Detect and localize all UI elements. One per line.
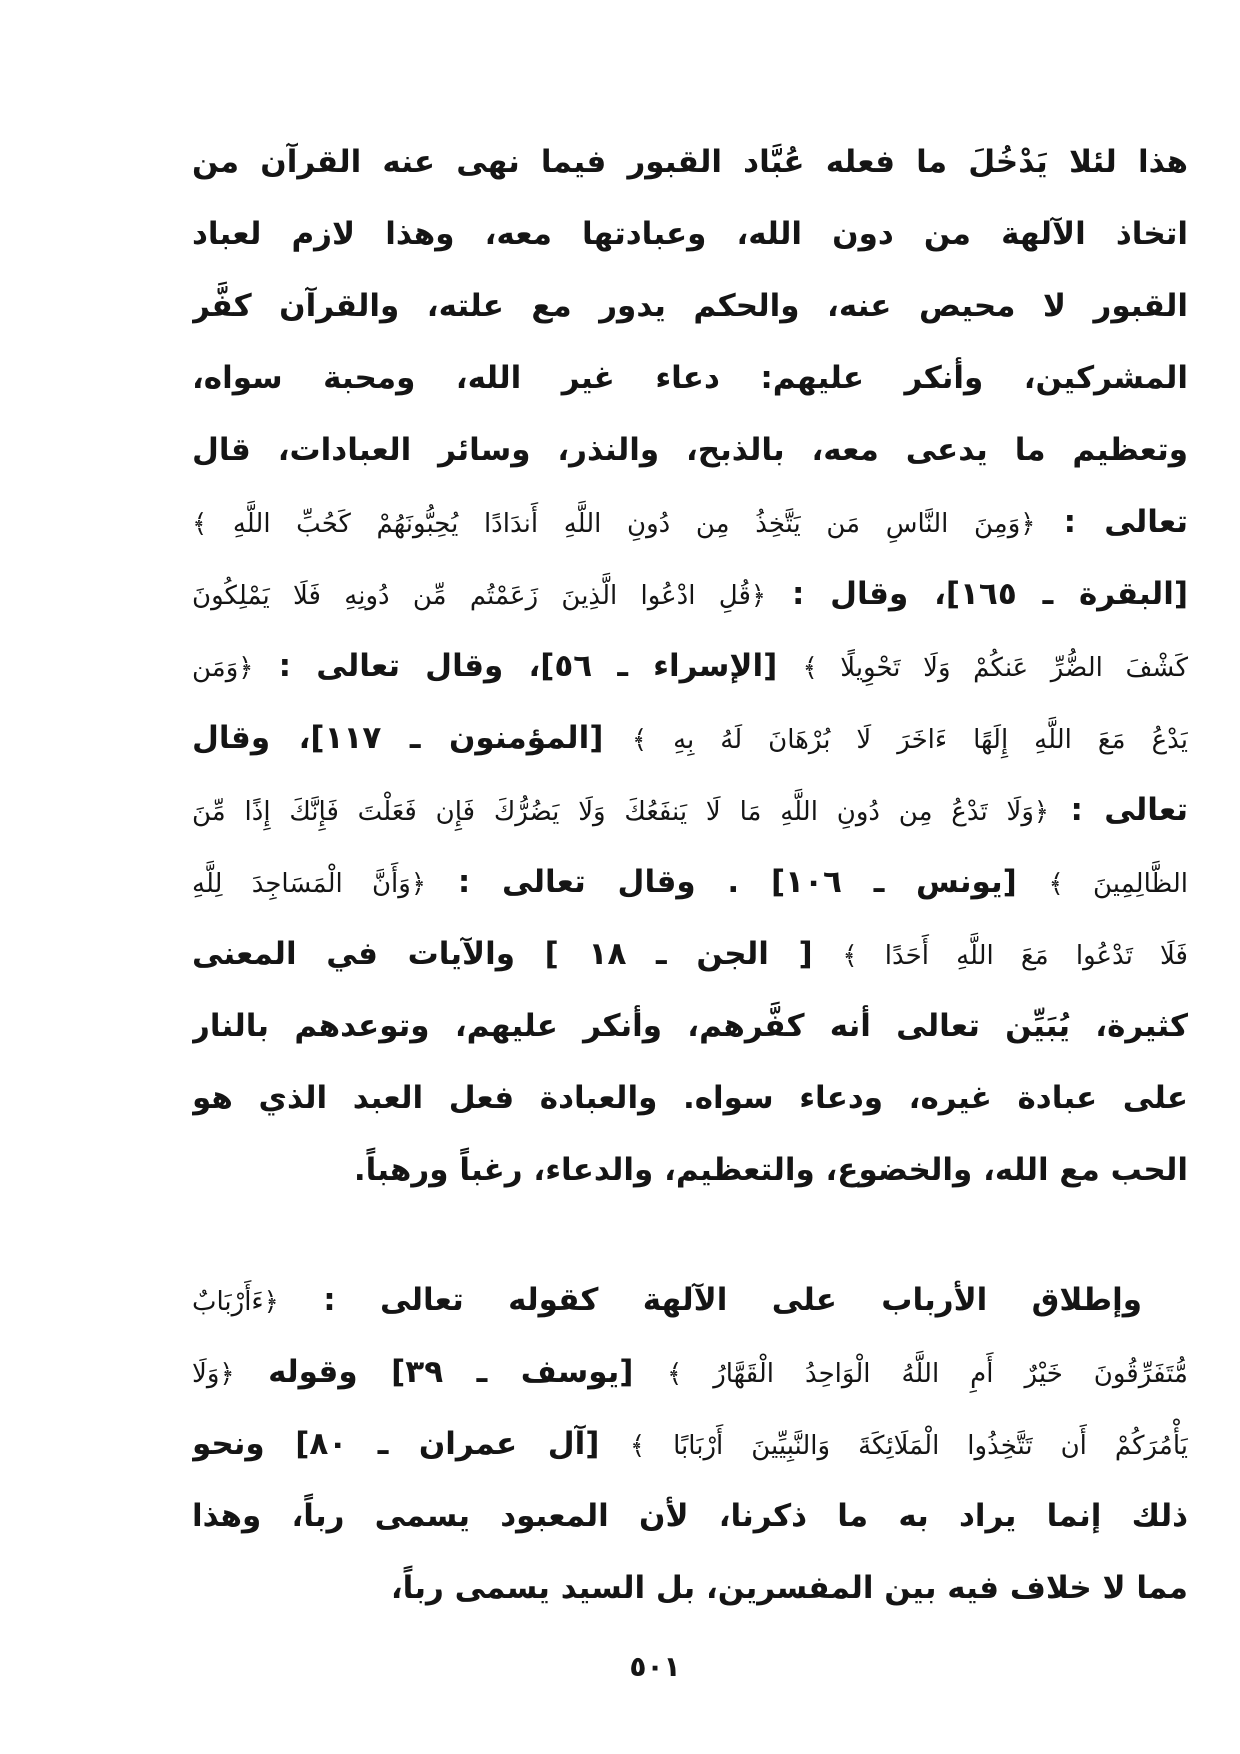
body-text: [يونس ـ ١٠٦] . وقال تعالى :	[426, 864, 1049, 900]
text-line	[192, 1062, 1188, 1134]
page-number: ٥٠١	[629, 1650, 681, 1683]
body-text: وتعظيم ما يدعى معه، بالذبح، والنذر، وسائر العبادات، قال	[192, 432, 1188, 468]
quran-quote: ﴿قُلِ ادْعُوا الَّذِينَ زَعَمْتُم مِّن دُونِهِ فَلَا يَمْلِكُونَ	[192, 581, 767, 611]
quran-quote: ﴿وَأَنَّ الْمَسَاجِدَ لِلَّهِ	[192, 869, 427, 899]
text-line	[192, 198, 1188, 270]
text-line	[192, 1552, 1188, 1624]
text-line	[192, 1408, 1188, 1480]
quran-quote: يَدْعُ مَعَ اللَّهِ إِلَهًا ءَاخَرَ لَا بُرْهَانَ لَهُ بِهِ ﴾	[631, 725, 1188, 755]
body-text: القبور لا محيص عنه، والحكم يدور مع علته، والقرآن كفَّر	[192, 288, 1188, 324]
quran-quote: يَأْمُرَكُمْ أَن تَتَّخِذُوا الْمَلَائِكَةَ وَالنَّبِيِّينَ أَرْبَابًا ﴾	[629, 1431, 1188, 1461]
quran-quote: الظَّالِمِينَ ﴾	[1048, 869, 1188, 899]
body-text: المشركين، وأنكر عليهم: دعاء غير الله، ومحبة سواه،	[192, 360, 1188, 396]
text-line	[192, 558, 1188, 630]
body-text: [يوسف ـ ٣٩] وقوله	[234, 1354, 667, 1390]
text-line	[192, 126, 1188, 198]
paragraph	[192, 126, 1188, 1206]
quran-quote: ﴿وَمَن	[192, 653, 254, 683]
quran-quote: ﴿وَلَا تَدْعُ مِن دُونِ اللَّهِ مَا لَا يَنفَعُكَ وَلَا يَضُرُّكَ فَإِن فَعَلْتَ فَإِنَّكَ إِذًا مِّنَ	[192, 797, 1050, 827]
text-line	[192, 918, 1188, 990]
body-text: [البقرة ـ ١٦٥]، وقال :	[766, 576, 1188, 612]
text-line	[192, 414, 1188, 486]
text-line	[192, 774, 1188, 846]
body-text: كثيرة، يُبَيِّن تعالى أنه كفَّرهم، وأنكر عليهم، وتوعدهم بالنار	[192, 1008, 1188, 1044]
text-line	[192, 990, 1188, 1062]
body-text: [آل عمران ـ ٨٠] ونحو	[192, 1426, 630, 1462]
quran-quote: ﴿وَلَا	[192, 1359, 235, 1389]
text-line	[192, 1134, 1188, 1206]
text-line	[192, 1336, 1188, 1408]
body-text: ذلك إنما يراد به ما ذكرنا، لأن المعبود يسمى رباً، وهذا	[192, 1498, 1188, 1534]
text-line	[192, 342, 1188, 414]
text-line	[192, 846, 1188, 918]
quran-quote: كَشْفَ الضُّرِّ عَنكُمْ وَلَا تَحْوِيلًا ﴾	[802, 653, 1188, 683]
page-body	[192, 126, 1188, 1624]
body-text: على عبادة غيره، ودعاء سواه. والعبادة فعل العبد الذي هو	[192, 1080, 1188, 1116]
body-text: اتخاذ الآلهة من دون الله، وعبادتها معه، وهذا لازم لعباد	[192, 216, 1188, 252]
text-line	[192, 1480, 1188, 1552]
body-text: [ الجن ـ ١٨ ] والآيات في المعنى	[192, 936, 843, 972]
body-text: الحب مع الله، والخضوع، والتعظيم، والدعاء، رغباً ورهباً.	[353, 1152, 1188, 1188]
body-text: هذا لئلا يَدْخُلَ ما فعله عُبَّاد القبور فيما نهى عنه القرآن من	[192, 144, 1188, 180]
paragraph	[192, 1264, 1188, 1624]
quran-quote: فَلَا تَدْعُوا مَعَ اللَّهِ أَحَدًا ﴾	[842, 941, 1188, 971]
body-text: [الإسراء ـ ٥٦]، وقال تعالى :	[253, 648, 803, 684]
quran-quote: ﴿ءَأَرْبَابٌ	[192, 1287, 279, 1317]
text-line	[192, 630, 1188, 702]
text-line	[192, 1264, 1188, 1336]
quran-quote: ﴿وَمِنَ النَّاسِ مَن يَتَّخِذُ مِن دُونِ اللَّهِ أَندَادًا يُحِبُّونَهُمْ كَحُبِّ اللَّهِ ﴾	[192, 509, 1036, 539]
text-line	[192, 270, 1188, 342]
quran-quote: مُّتَفَرِّقُونَ خَيْرٌ أَمِ اللَّهُ الْوَاحِدُ الْقَهَّارُ ﴾	[666, 1359, 1188, 1389]
body-text: تعالى :	[1035, 504, 1188, 540]
body-text: مما لا خلاف فيه بين المفسرين، بل السيد يسمى رباً،	[390, 1570, 1188, 1606]
text-line	[192, 486, 1188, 558]
text-line	[192, 702, 1188, 774]
body-text: [المؤمنون ـ ١١٧]، وقال	[192, 720, 632, 756]
body-text: تعالى :	[1049, 792, 1188, 828]
body-text: وإطلاق الأرباب على الآلهة كقوله تعالى :	[278, 1282, 1142, 1318]
